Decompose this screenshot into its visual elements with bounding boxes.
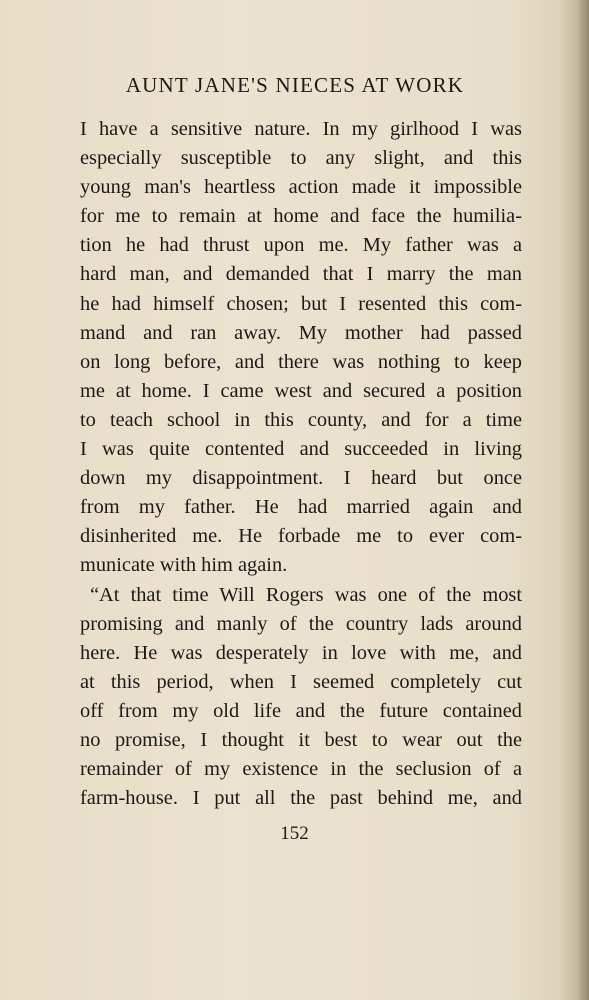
text-line: down my disappointment. I heard but once [80,467,522,490]
text-line: disinherited me. He forbade me to ever com- [80,525,522,548]
text-line: young man's heartless action made it impossible [80,176,522,199]
text-line: I have a sensitive nature. In my girlhood I was [80,118,522,140]
paragraph-2 [80,581,522,814]
text-line: municate with him again. [80,554,288,577]
text-line: at this period, when I seemed completely cut [80,670,522,693]
text-line: remainder of my existence in the seclusion of a [80,758,522,781]
body-text [80,115,522,813]
text-line: farm-house. I put all the past behind me, and [80,787,522,810]
running-head: AUNT JANE'S NIECES AT WORK [125,73,465,97]
paragraph-1 [80,115,522,581]
text-line: I was quite contented and succeeded in living [80,438,522,461]
text-line: tion he had thrust upon me. My father was a [80,234,522,257]
text-line: from my father. He had married again and [80,496,522,519]
text-line: no promise, I thought it best to wear out the [80,728,522,751]
text-line: promising and manly of the country lads around [80,612,522,635]
text-line: he had himself chosen; but I resented this com- [80,292,522,315]
text-line: hard man, and demanded that I marry the man [80,263,522,286]
text-line: off from my old life and the future contained [80,699,522,722]
text-line: me at home. I came west and secured a position [80,379,522,402]
text-line: to teach school in this county, and for a time [80,408,522,431]
page-number: 152 [280,823,309,844]
page-edge-shadow [559,0,589,1000]
text-line: on long before, and there was nothing to keep [80,350,522,373]
text-line: “At that time Will Rogers was one of the most [90,583,522,606]
text-line: for me to remain at home and face the humilia- [80,205,522,228]
text-line: mand and ran away. My mother had passed [80,321,522,344]
text-line: especially susceptible to any slight, and this [80,147,522,170]
text-line: here. He was desperately in love with me, and [80,641,522,664]
